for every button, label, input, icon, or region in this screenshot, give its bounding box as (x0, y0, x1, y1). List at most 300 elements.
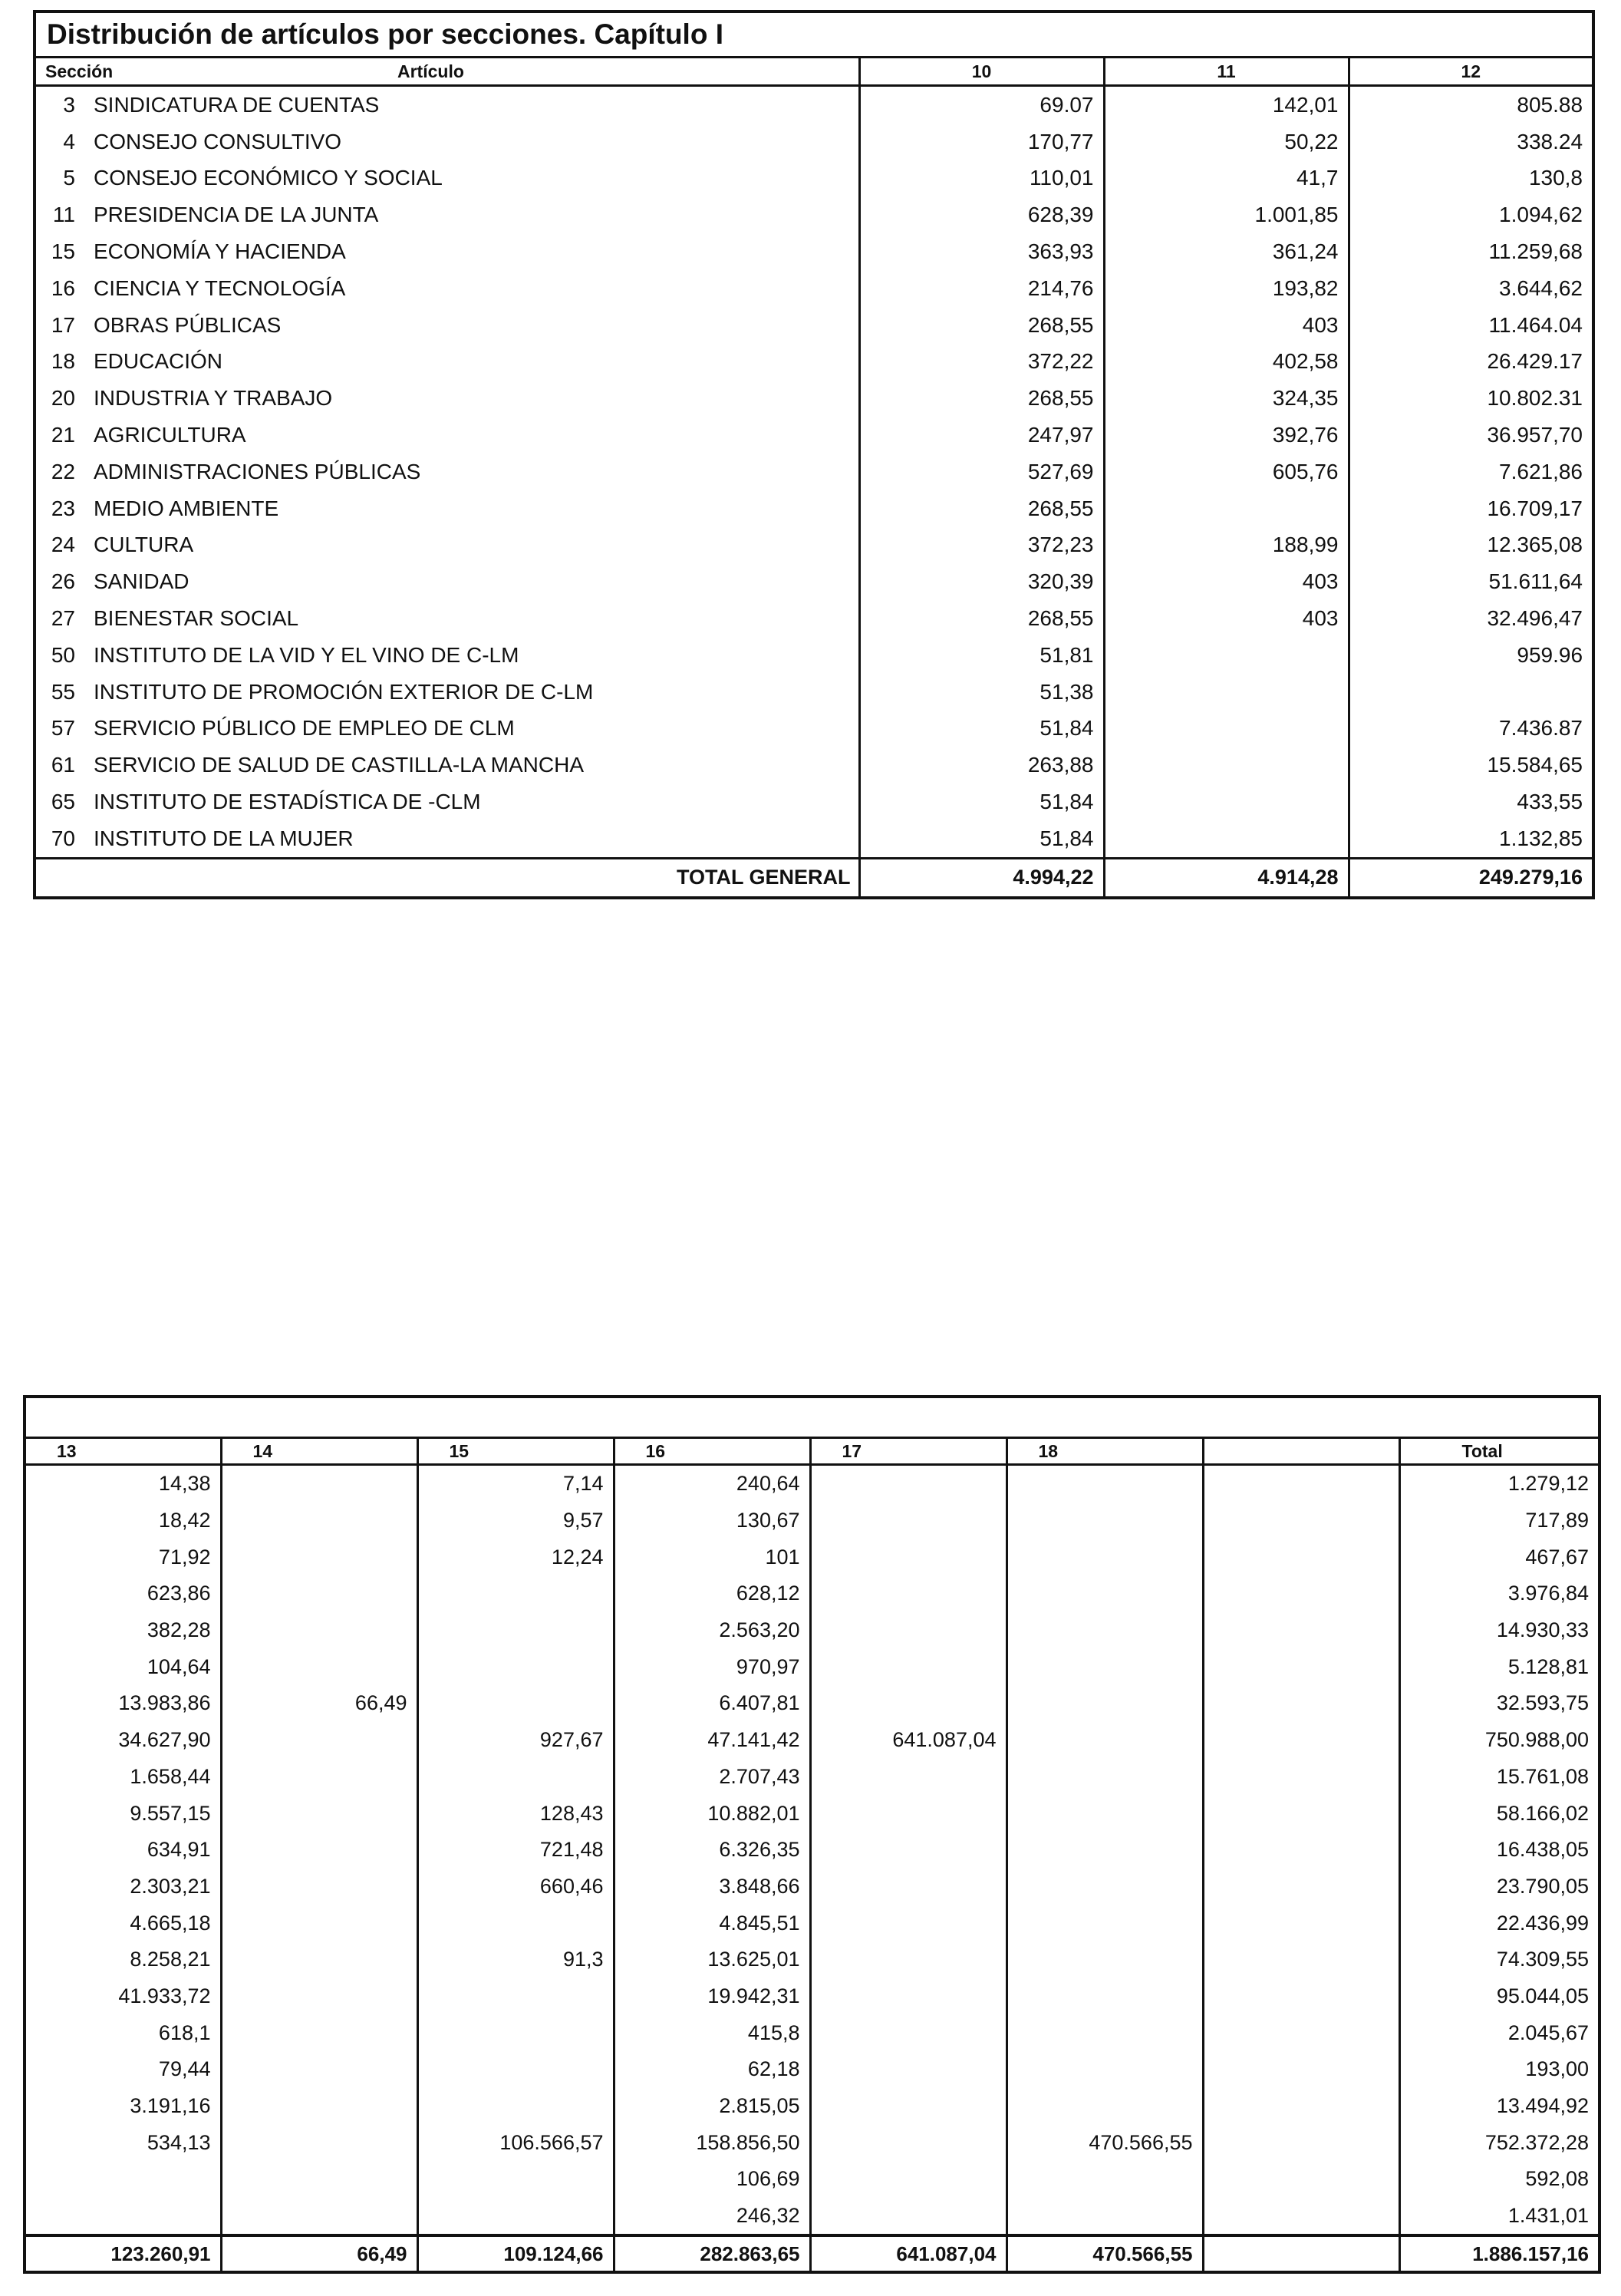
value-col-14 (221, 1722, 417, 1759)
section-name: SINDICATURA DE CUENTAS (94, 92, 380, 117)
value-col-13: 41.933,72 (118, 1984, 211, 2007)
table-row (35, 490, 1593, 527)
value-col-17 (810, 1612, 1007, 1649)
section-name: MEDIO AMBIENTE (94, 496, 279, 520)
value-col-11: 402,58 (1104, 344, 1349, 381)
value-col-13: 634,91 (147, 1838, 211, 1862)
section-code: 22 (51, 459, 75, 483)
value-col-16: 246,32 (614, 2198, 810, 2236)
value-col-12: 11.259,68 (1349, 233, 1593, 270)
value-total: 752.372,28 (1399, 2124, 1600, 2161)
value-col-14 (221, 1832, 417, 1869)
header-col-11: 11 (1104, 58, 1349, 86)
table-row (25, 1465, 1600, 1503)
value-col-17 (810, 1832, 1007, 1869)
value-col-blank (1203, 2198, 1399, 2236)
value-col-18 (1007, 1759, 1203, 1796)
value-total: 717,89 (1399, 1503, 1600, 1539)
value-col-11: 403 (1104, 600, 1349, 637)
section-code: 18 (51, 349, 75, 374)
value-col-12: 959.96 (1349, 637, 1593, 674)
table-row (35, 307, 1593, 344)
value-col-11 (1104, 747, 1349, 783)
value-col-16: 970,97 (614, 1648, 810, 1685)
value-col-14 (221, 1941, 417, 1978)
header-col-18: 18 (1007, 1438, 1203, 1465)
value-col-18 (1007, 1575, 1203, 1612)
value-col-10: 527,69 (859, 454, 1104, 490)
value-col-13: 104,64 (147, 1654, 211, 1678)
value-col-16: 415,8 (614, 2014, 810, 2051)
total-col-15: 109.124,66 (417, 2235, 614, 2272)
value-col-14 (221, 2161, 417, 2198)
value-total: 15.761,08 (1399, 1759, 1600, 1796)
value-col-14: 66,49 (221, 1685, 417, 1722)
total-col-18: 470.566,55 (1007, 2235, 1203, 2272)
table-row (25, 2088, 1600, 2125)
value-col-13: 14,38 (158, 1472, 211, 1496)
value-col-blank (1203, 1539, 1399, 1575)
value-total: 95.044,05 (1399, 1978, 1600, 2015)
value-col-15: 660,46 (417, 1869, 614, 1905)
value-col-10: 363,93 (859, 233, 1104, 270)
total-col-11: 4.914,28 (1104, 858, 1349, 898)
table-row (25, 1832, 1600, 1869)
section-code: 15 (51, 239, 75, 264)
value-col-18 (1007, 1465, 1203, 1503)
value-col-blank (1203, 2051, 1399, 2088)
table-row (35, 563, 1593, 600)
value-col-12: 16.709,17 (1349, 490, 1593, 527)
value-col-18 (1007, 1905, 1203, 1941)
value-col-10: 51,81 (859, 637, 1104, 674)
value-col-blank (1203, 1648, 1399, 1685)
value-col-11: 403 (1104, 563, 1349, 600)
value-col-11: 392,76 (1104, 417, 1349, 454)
value-col-11 (1104, 711, 1349, 747)
table-row (35, 160, 1593, 197)
value-col-15 (417, 1648, 614, 1685)
value-col-11: 361,24 (1104, 233, 1349, 270)
value-col-17 (810, 1465, 1007, 1503)
value-total: 14.930,33 (1399, 1612, 1600, 1649)
value-col-12: 1.094,62 (1349, 196, 1593, 233)
section-code: 23 (51, 496, 75, 520)
value-total: 74.309,55 (1399, 1941, 1600, 1978)
value-col-14 (221, 2198, 417, 2236)
value-total: 23.790,05 (1399, 1869, 1600, 1905)
value-col-18: 470.566,55 (1007, 2124, 1203, 2161)
value-col-10: 372,22 (859, 344, 1104, 381)
section-name: SERVICIO DE SALUD DE CASTILLA-LA MANCHA (94, 753, 584, 777)
value-col-18 (1007, 2088, 1203, 2125)
section-code: 27 (51, 606, 75, 631)
header-col-15: 15 (417, 1438, 614, 1465)
value-col-13: 623,86 (147, 1582, 211, 1605)
value-col-18 (1007, 1832, 1203, 1869)
section-name: INSTITUTO DE PROMOCIÓN EXTERIOR DE C-LM (94, 679, 594, 704)
value-col-11 (1104, 490, 1349, 527)
value-col-18 (1007, 2051, 1203, 2088)
section-code: 65 (51, 790, 75, 814)
header-col-10: 10 (859, 58, 1104, 86)
section-code: 4 (63, 129, 75, 153)
value-col-10: 170,77 (859, 124, 1104, 160)
section-name: ECONOMÍA Y HACIENDA (94, 239, 346, 264)
value-total: 592,08 (1399, 2161, 1600, 2198)
table-row (25, 2014, 1600, 2051)
total-label: TOTAL GENERAL (35, 858, 859, 898)
value-col-14 (221, 2088, 417, 2125)
value-col-17 (810, 2198, 1007, 2236)
table-row (25, 1905, 1600, 1941)
table-row (25, 1612, 1600, 1649)
value-col-17 (810, 1978, 1007, 2015)
value-total: 32.593,75 (1399, 1685, 1600, 1722)
value-col-12: 12.365,08 (1349, 527, 1593, 564)
value-col-18 (1007, 1539, 1203, 1575)
value-col-10: 214,76 (859, 270, 1104, 307)
header-articulo: Artículo (83, 58, 859, 86)
table-row (35, 783, 1593, 820)
value-col-10: 110,01 (859, 160, 1104, 197)
value-col-10: 268,55 (859, 380, 1104, 417)
value-col-17 (810, 2161, 1007, 2198)
value-col-18 (1007, 1869, 1203, 1905)
value-col-18 (1007, 1722, 1203, 1759)
value-col-13: 2.303,21 (130, 1874, 211, 1898)
value-col-13 (25, 2161, 221, 2198)
value-total: 16.438,05 (1399, 1832, 1600, 1869)
grand-total: 1.886.157,16 (1399, 2235, 1600, 2272)
value-col-17 (810, 1685, 1007, 1722)
value-col-16: 2.563,20 (614, 1612, 810, 1649)
value-col-blank (1203, 1612, 1399, 1649)
section-code: 11 (52, 203, 75, 227)
value-col-10: 51,38 (859, 674, 1104, 711)
section-code: 26 (51, 569, 75, 594)
value-col-12: 11.464.04 (1349, 307, 1593, 344)
value-col-12: 51.611,64 (1349, 563, 1593, 600)
value-total: 2.045,67 (1399, 2014, 1600, 2051)
top-table (33, 10, 1595, 899)
table-row (35, 233, 1593, 270)
section-name: PRESIDENCIA DE LA JUNTA (94, 203, 379, 227)
value-col-15: 128,43 (417, 1795, 614, 1832)
value-col-15 (417, 1978, 614, 2015)
value-col-16: 4.845,51 (614, 1905, 810, 1941)
value-col-12: 130,8 (1349, 160, 1593, 197)
value-col-17 (810, 1759, 1007, 1796)
value-col-17 (810, 1648, 1007, 1685)
table-row (25, 1539, 1600, 1575)
bottom-table-body (25, 1465, 1600, 2236)
value-col-11: 1.001,85 (1104, 196, 1349, 233)
table-row (25, 1685, 1600, 1722)
value-col-12: 805.88 (1349, 86, 1593, 124)
table-row (35, 344, 1593, 381)
value-col-14 (221, 2051, 417, 2088)
value-col-13: 1.658,44 (130, 1764, 211, 1788)
section-name: INDUSTRIA Y TRABAJO (94, 386, 333, 411)
table-row (25, 1795, 1600, 1832)
top-header-row (35, 58, 1593, 86)
value-col-13 (25, 2198, 221, 2236)
bottom-total-row (25, 2235, 1600, 2272)
value-col-18 (1007, 1941, 1203, 1978)
value-col-15: 9,57 (417, 1503, 614, 1539)
value-col-blank (1203, 1905, 1399, 1941)
table-row (35, 600, 1593, 637)
value-col-18 (1007, 1795, 1203, 1832)
total-col-16: 282.863,65 (614, 2235, 810, 2272)
section-name: SERVICIO PÚBLICO DE EMPLEO DE CLM (94, 716, 515, 741)
table-row (25, 2124, 1600, 2161)
value-col-10: 51,84 (859, 820, 1104, 858)
value-col-17 (810, 1795, 1007, 1832)
table-row (35, 747, 1593, 783)
value-col-11: 193,82 (1104, 270, 1349, 307)
value-col-16: 10.882,01 (614, 1795, 810, 1832)
value-col-14 (221, 1465, 417, 1503)
section-code: 55 (51, 679, 75, 704)
value-col-11 (1104, 674, 1349, 711)
value-col-17 (810, 1905, 1007, 1941)
value-col-15 (417, 1575, 614, 1612)
table-row (35, 124, 1593, 160)
value-col-14 (221, 1759, 417, 1796)
value-col-13: 13.983,86 (118, 1691, 211, 1715)
bottom-header-row (25, 1438, 1600, 1465)
table-row (35, 86, 1593, 124)
total-col-blank (1203, 2235, 1399, 2272)
value-col-15 (417, 1759, 614, 1796)
section-code: 57 (51, 716, 75, 741)
value-total: 22.436,99 (1399, 1905, 1600, 1941)
value-col-17 (810, 2088, 1007, 2125)
value-col-18 (1007, 1648, 1203, 1685)
section-code: 50 (51, 642, 75, 667)
value-col-12: 7.621,86 (1349, 454, 1593, 490)
value-col-14 (221, 1612, 417, 1649)
header-col-16: 16 (614, 1438, 810, 1465)
section-name: INSTITUTO DE ESTADÍSTICA DE -CLM (94, 790, 481, 814)
bottom-blank-header (25, 1397, 1600, 1438)
value-col-16: 101 (614, 1539, 810, 1575)
value-col-11: 41,7 (1104, 160, 1349, 197)
total-col-14: 66,49 (221, 2235, 417, 2272)
value-col-14 (221, 1978, 417, 2015)
value-col-11: 403 (1104, 307, 1349, 344)
value-col-12: 32.496,47 (1349, 600, 1593, 637)
value-col-15 (417, 2014, 614, 2051)
value-total: 58.166,02 (1399, 1795, 1600, 1832)
value-col-16: 2.815,05 (614, 2088, 810, 2125)
value-col-18 (1007, 1612, 1203, 1649)
value-col-11: 188,99 (1104, 527, 1349, 564)
table-row (25, 1503, 1600, 1539)
value-col-10: 263,88 (859, 747, 1104, 783)
value-col-18 (1007, 1978, 1203, 2015)
value-total: 5.128,81 (1399, 1648, 1600, 1685)
value-col-10: 51,84 (859, 711, 1104, 747)
table-row (25, 2161, 1600, 2198)
value-col-blank (1203, 1465, 1399, 1503)
table-row (35, 674, 1593, 711)
value-col-blank (1203, 1503, 1399, 1539)
table-row (25, 1941, 1600, 1978)
value-col-13: 9.557,15 (130, 1801, 211, 1825)
value-col-14 (221, 2124, 417, 2161)
total-col-13: 123.260,91 (25, 2235, 221, 2272)
table-row (25, 1869, 1600, 1905)
value-col-16: 106,69 (614, 2161, 810, 2198)
value-col-13: 382,28 (147, 1618, 211, 1642)
value-col-16: 2.707,43 (614, 1759, 810, 1796)
value-col-11: 324,35 (1104, 380, 1349, 417)
value-col-blank (1203, 2088, 1399, 2125)
value-col-18 (1007, 1685, 1203, 1722)
value-col-15 (417, 1612, 614, 1649)
table-row (25, 1978, 1600, 2015)
section-code: 3 (63, 92, 75, 117)
value-col-16: 6.326,35 (614, 1832, 810, 1869)
value-col-18 (1007, 2014, 1203, 2051)
table-row (35, 454, 1593, 490)
section-name: BIENESTAR SOCIAL (94, 606, 299, 631)
value-col-10: 268,55 (859, 307, 1104, 344)
value-col-12: 26.429.17 (1349, 344, 1593, 381)
value-col-15: 721,48 (417, 1832, 614, 1869)
value-col-13: 79,44 (158, 2057, 211, 2081)
value-col-10: 628,39 (859, 196, 1104, 233)
value-col-13: 34.627,90 (118, 1728, 211, 1752)
value-col-17 (810, 2014, 1007, 2051)
value-col-17 (810, 2051, 1007, 2088)
value-col-12: 15.584,65 (1349, 747, 1593, 783)
value-col-blank (1203, 1722, 1399, 1759)
value-col-14 (221, 1575, 417, 1612)
page-title: Distribución de artículos por secciones. Capítulo I (35, 12, 1593, 58)
header-col-14: 14 (221, 1438, 417, 1465)
table-row (25, 2198, 1600, 2236)
value-col-16: 158.856,50 (614, 2124, 810, 2161)
section-name: CULTURA (94, 533, 194, 557)
section-code: 17 (51, 312, 75, 337)
top-table-body (35, 86, 1593, 859)
value-col-11: 142,01 (1104, 86, 1349, 124)
value-total: 467,67 (1399, 1539, 1600, 1575)
section-code: 16 (51, 275, 75, 300)
table-row (25, 1722, 1600, 1759)
value-col-11 (1104, 820, 1349, 858)
value-col-15: 91,3 (417, 1941, 614, 1978)
value-total: 1.431,01 (1399, 2198, 1600, 2236)
value-col-10: 247,97 (859, 417, 1104, 454)
value-col-11 (1104, 783, 1349, 820)
value-col-13: 3.191,16 (130, 2094, 211, 2118)
value-col-15: 12,24 (417, 1539, 614, 1575)
value-col-14 (221, 1648, 417, 1685)
value-col-11: 605,76 (1104, 454, 1349, 490)
value-col-13: 4.665,18 (130, 1911, 211, 1935)
section-name: CONSEJO CONSULTIVO (94, 129, 342, 153)
section-name: INSTITUTO DE LA VID Y EL VINO DE C-LM (94, 642, 519, 667)
value-col-15 (417, 2198, 614, 2236)
value-total: 1.279,12 (1399, 1465, 1600, 1503)
table-row (35, 270, 1593, 307)
value-col-17 (810, 1869, 1007, 1905)
section-code: 61 (51, 753, 75, 777)
value-col-blank (1203, 1575, 1399, 1612)
value-col-blank (1203, 1869, 1399, 1905)
value-col-16: 19.942,31 (614, 1978, 810, 2015)
value-col-12: 10.802.31 (1349, 380, 1593, 417)
value-col-blank (1203, 1759, 1399, 1796)
value-col-12: 338.24 (1349, 124, 1593, 160)
value-col-17 (810, 1575, 1007, 1612)
value-col-16: 628,12 (614, 1575, 810, 1612)
value-col-10: 268,55 (859, 600, 1104, 637)
value-col-10: 51,84 (859, 783, 1104, 820)
value-col-15 (417, 2051, 614, 2088)
value-col-16: 62,18 (614, 2051, 810, 2088)
value-col-12: 433,55 (1349, 783, 1593, 820)
value-col-14 (221, 1539, 417, 1575)
value-col-13: 18,42 (158, 1509, 211, 1532)
header-col-13: 13 (25, 1438, 221, 1465)
section-name: CONSEJO ECONÓMICO Y SOCIAL (94, 166, 443, 190)
value-col-15 (417, 2088, 614, 2125)
value-col-18 (1007, 2198, 1203, 2236)
value-total: 750.988,00 (1399, 1722, 1600, 1759)
header-col-12: 12 (1349, 58, 1593, 86)
value-col-15 (417, 1685, 614, 1722)
value-col-12 (1349, 674, 1593, 711)
value-col-12: 36.957,70 (1349, 417, 1593, 454)
value-col-18 (1007, 1503, 1203, 1539)
section-code: 24 (51, 533, 75, 557)
value-col-blank (1203, 2014, 1399, 2051)
value-col-16: 240,64 (614, 1465, 810, 1503)
value-col-13: 618,1 (158, 2021, 211, 2044)
table-row (35, 417, 1593, 454)
value-col-10: 268,55 (859, 490, 1104, 527)
header-col-17: 17 (810, 1438, 1007, 1465)
table-row (35, 527, 1593, 564)
value-col-blank (1203, 1685, 1399, 1722)
value-col-10: 372,23 (859, 527, 1104, 564)
header-total: Total (1399, 1438, 1600, 1465)
section-name: CIENCIA Y TECNOLOGÍA (94, 275, 346, 300)
value-col-blank (1203, 2161, 1399, 2198)
value-col-14 (221, 2014, 417, 2051)
value-col-16: 6.407,81 (614, 1685, 810, 1722)
section-name: AGRICULTURA (94, 423, 246, 447)
section-code: 20 (51, 386, 75, 411)
value-col-15: 7,14 (417, 1465, 614, 1503)
table-row (35, 820, 1593, 858)
section-code: 21 (51, 423, 75, 447)
value-total: 193,00 (1399, 2051, 1600, 2088)
table-row (25, 2051, 1600, 2088)
section-name: ADMINISTRACIONES PÚBLICAS (94, 459, 421, 483)
total-col-12: 249.279,16 (1349, 858, 1593, 898)
table-row (35, 711, 1593, 747)
value-col-13: 8.258,21 (130, 1948, 211, 1971)
table-row (35, 196, 1593, 233)
value-col-17 (810, 2124, 1007, 2161)
